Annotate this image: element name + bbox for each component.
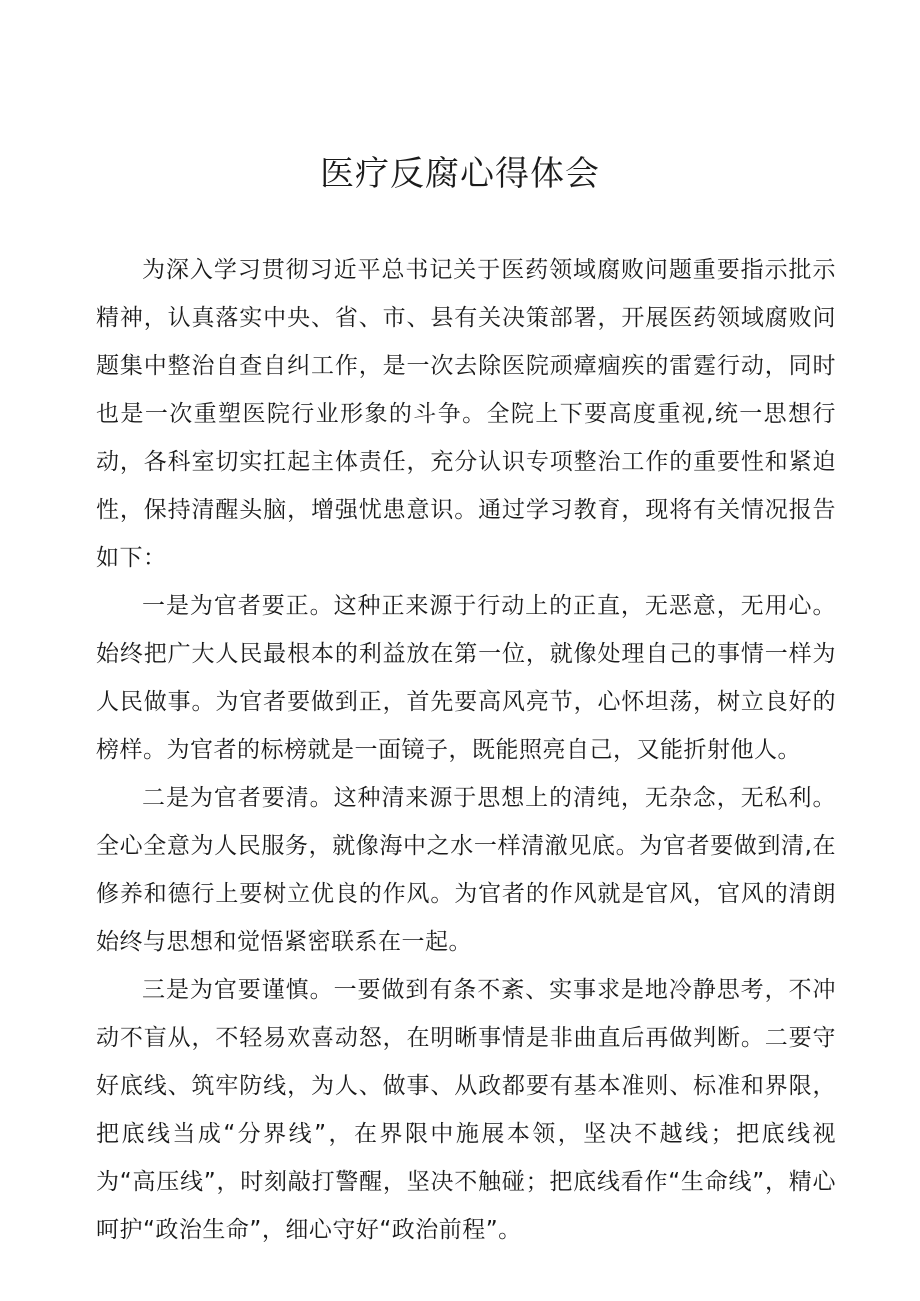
document-body bbox=[96, 246, 836, 1254]
paragraph-intro: 为深入学习贯彻习近平总书记关于医药领域腐败问题重要指示批示精神，认真落实中央、省、市、县有关决策部署，开展医药领域腐败问题集中整治自查自纠工作，是一次去除医院顽瘴痼疾的雷霆行动，同时也是一次重塑医院行业形象的斗争。全院上下要高度重视,统一思想行动，各科室切实扛起主体责任，充分认识专项整治工作的重要性和紧迫性，保持清醒头脑，增强忧患意识。通过学习教育，现将有关情况报告如下： bbox=[96, 257, 836, 571]
paragraph-point-three: 三是为官要谨慎。一要做到有条不紊、实事求是地冷静思考，不冲动不盲从，不轻易欢喜动怒，在明晰事情是非曲直后再做判断。二要守好底线、筑牢防线，为人、做事、从政都要有基本准则、标准和界限，把底线当成“分界线”，在界限中施展本领，坚决不越线；把底线视为“高压线”，时刻敲打警醒，坚决不触碰；把底线看作“生命线”，精心呵护“政治生命”，细心守好“政治前程”。 bbox=[96, 977, 836, 1243]
paragraph-point-one: 一是为官者要正。这种正来源于行动上的正直，无恶意，无用心。始终把广大人民最根本的利益放在第一位，就像处理自己的事情一样为人民做事。为官者要做到正，首先要高风亮节，心怀坦荡，树立良好的榜样。为官者的标榜就是一面镜子，既能照亮自己，又能折射他人。 bbox=[96, 593, 836, 763]
document-title: 医疗反腐心得体会 bbox=[320, 154, 600, 194]
paragraph-point-two: 二是为官者要清。这种清来源于思想上的清纯，无杂念，无私利。全心全意为人民服务，就像海中之水一样清澈见底。为官者要做到清,在修养和德行上要树立优良的作风。为官者的作风就是官风，官风的清朗始终与思想和觉悟紧密联系在一起。 bbox=[96, 785, 836, 955]
